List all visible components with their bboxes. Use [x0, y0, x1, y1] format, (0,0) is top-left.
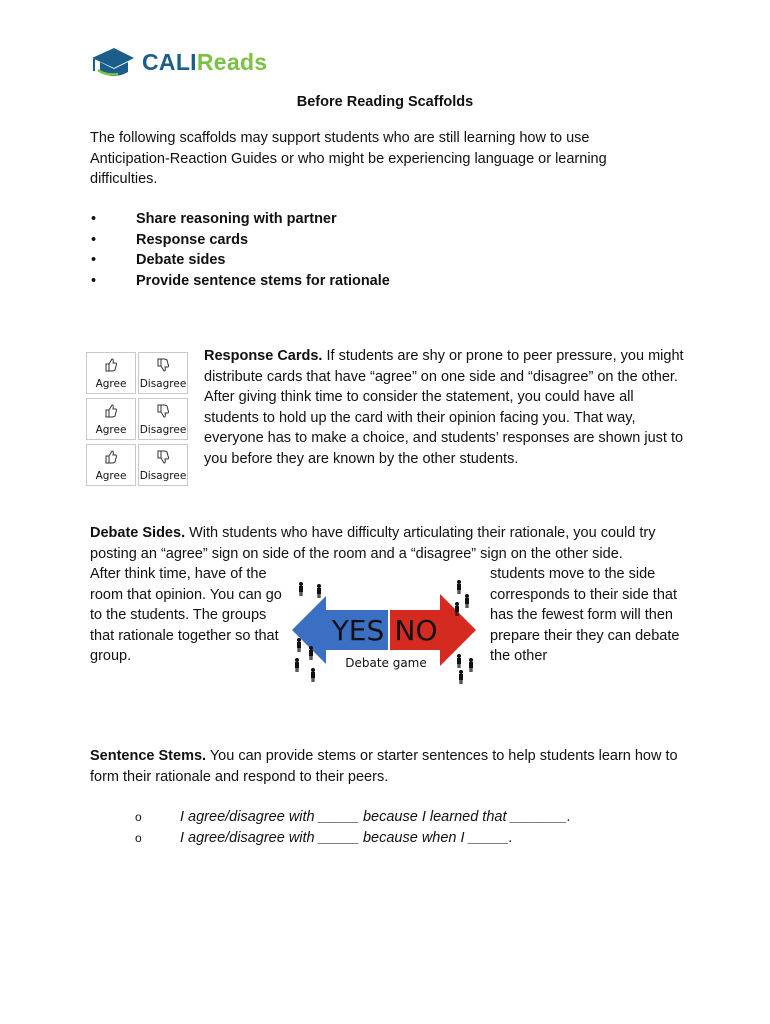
agree-card: Agree [86, 352, 136, 394]
yes-label: YES [331, 614, 385, 647]
thumbs-up-icon [103, 403, 119, 419]
scaffold-list [90, 209, 390, 291]
cali-reads-logo [90, 42, 267, 82]
page-title: Before Reading Scaffolds [296, 94, 474, 110]
sentence-stem-list [90, 807, 571, 848]
disagree-card: Disagree [138, 352, 188, 394]
response-cards-heading: Response Cards. [204, 348, 323, 364]
disagree-card: Disagree [138, 444, 188, 486]
logo-reads-text: Reads [196, 48, 268, 75]
list-item: • Share reasoning with partner [91, 211, 337, 227]
debate-sides-heading: Debate Sides. [90, 525, 186, 541]
list-item: • Debate sides [91, 252, 226, 268]
agree-card: Agree [86, 398, 136, 440]
sentence-stems-paragraph [90, 746, 680, 787]
list-item: o I agree/disagree with _____ because when I _____. [135, 829, 513, 846]
logo-cali-text: CALI [142, 48, 197, 75]
agree-card: Agree [86, 444, 136, 486]
response-cards-image [86, 352, 190, 490]
debate-right-column: students move to the side corresponds to their side that has the fewest form will then prepare their they can debate the other [490, 566, 680, 664]
graduation-cap-icon [90, 44, 136, 80]
response-cards-paragraph [204, 346, 684, 469]
debate-game-caption: Debate game [345, 656, 427, 670]
debate-sides-paragraph [90, 523, 690, 564]
no-label: NO [394, 614, 438, 647]
disagree-card: Disagree [138, 398, 188, 440]
intro-paragraph: The following scaffolds may support students who are still learning how to use Anticipation-Reaction Guides or who might be experiencing language or learning difficulties. [90, 130, 607, 187]
thumbs-down-icon [155, 403, 171, 419]
list-item: • Response cards [91, 231, 249, 248]
sentence-stems-heading: Sentence Stems. [90, 748, 207, 764]
thumbs-down-icon [155, 357, 171, 373]
thumbs-up-icon [103, 357, 119, 373]
sentence-stems-body: You can provide stems or starter sentences to help students learn how to form their rationale and respond to their peers. [90, 748, 678, 785]
thumbs-up-icon [103, 449, 119, 465]
debate-sides-body: With students who have difficulty articulating their rationale, you could try posting an “agree” sign on side of the room and a “disagree” sign on the other side. [90, 525, 656, 562]
response-cards-body: If students are shy or prone to peer pressure, you might distribute cards that have “agree” on one side and “disagree” on the other. After giving think time to consider the statement, you could have all students to hold up the card with their opinion facing you. That way, everyone has to make a choice, and students’ responses are shown just to you before they are known by the other students. [204, 348, 684, 467]
debate-left-column: After think time, have of the room that opinion. You can go to the students. The groups that rationale together so that group. [90, 566, 282, 664]
debate-game-image [286, 574, 486, 688]
list-item: o I agree/disagree with _____ because I learned that _______. [135, 809, 571, 825]
thumbs-down-icon [155, 449, 171, 465]
list-item: • Provide sentence stems for rationale [91, 272, 390, 289]
